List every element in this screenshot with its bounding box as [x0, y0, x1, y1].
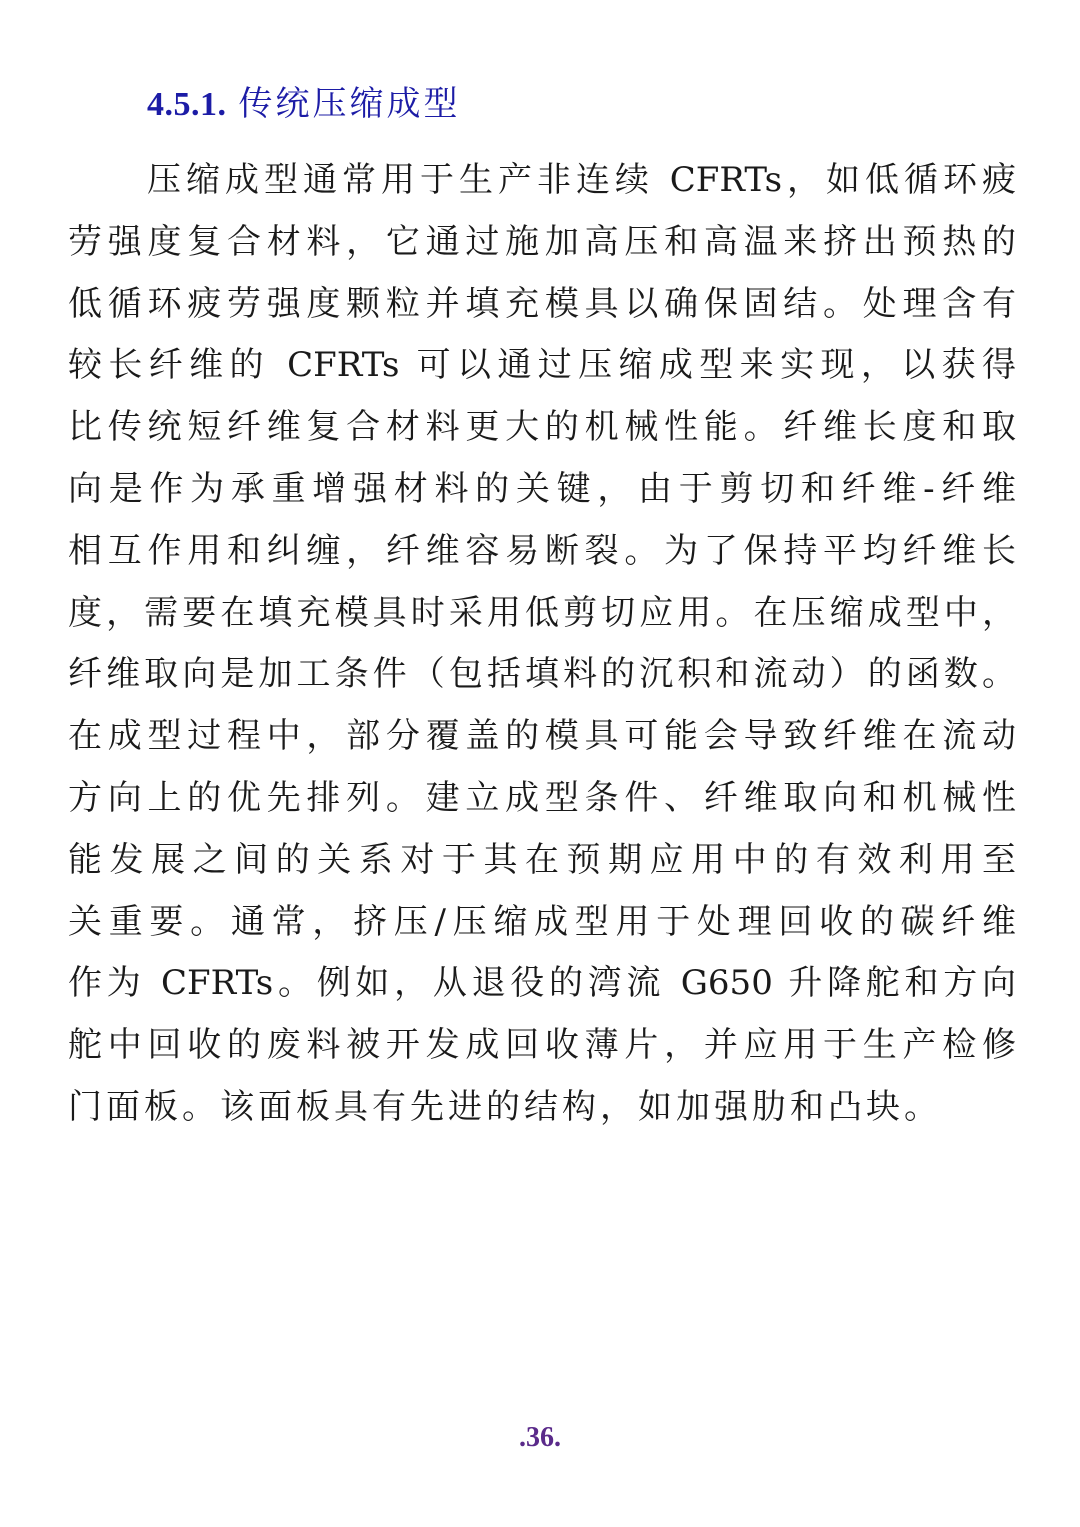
paragraph-line: 方向上的优先排列。建立成型条件、纤维取向和机械性: [68, 777, 1016, 818]
paragraph-line: 相互作用和纠缠，纤维容易断裂。为了保持平均纤维长: [68, 530, 1016, 571]
paragraph-line: 门面板。该面板具有先进的结构，如加强肋和凸块。: [68, 1086, 942, 1127]
paragraph-line: 作为 CFRTs。例如，从退役的湾流 G650 升降舵和方向: [68, 963, 1016, 1004]
paragraph-line: 比传统短纤维复合材料更大的机械性能。纤维长度和取: [68, 407, 1016, 448]
paragraph-line: 较长纤维的 CFRTs 可以通过压缩成型来实现，以获得: [68, 345, 1016, 386]
page-number: .36.: [519, 1422, 561, 1453]
paragraph-line: 劳强度复合材料，它通过施加高压和高温来挤出预热的: [68, 221, 1016, 262]
section-heading: [147, 76, 461, 132]
paragraph-line: 能发展之间的关系对于其在预期应用中的有效利用至: [68, 839, 1016, 880]
paragraph-line: 纤维取向是加工条件（包括填料的沉积和流动）的函数。: [68, 654, 1016, 695]
paragraph-line: 度，需要在填充模具时采用低剪切应用。在压缩成型中，: [68, 592, 1016, 633]
paragraph-line: 关重要。通常，挤压/压缩成型用于处理回收的碳纤维: [68, 901, 1016, 942]
section-number: 4.5.1.: [147, 86, 227, 123]
section-title: 传统压缩成型: [238, 84, 461, 124]
paragraph-line: 在成型过程中，部分覆盖的模具可能会导致纤维在流动: [68, 716, 1016, 757]
paragraph-line: 舵中回收的废料被开发成回收薄片，并应用于生产检修: [68, 1025, 1016, 1066]
body-paragraph: [68, 150, 1016, 1139]
paragraph-line: 低循环疲劳强度颗粒并填充模具以确保固结。处理含有: [68, 283, 1016, 324]
paragraph-line: 压缩成型通常用于生产非连续 CFRTs，如低循环疲: [147, 160, 1016, 200]
paragraph-line: 向是作为承重增强材料的关键，由于剪切和纤维-纤维: [68, 468, 1016, 509]
